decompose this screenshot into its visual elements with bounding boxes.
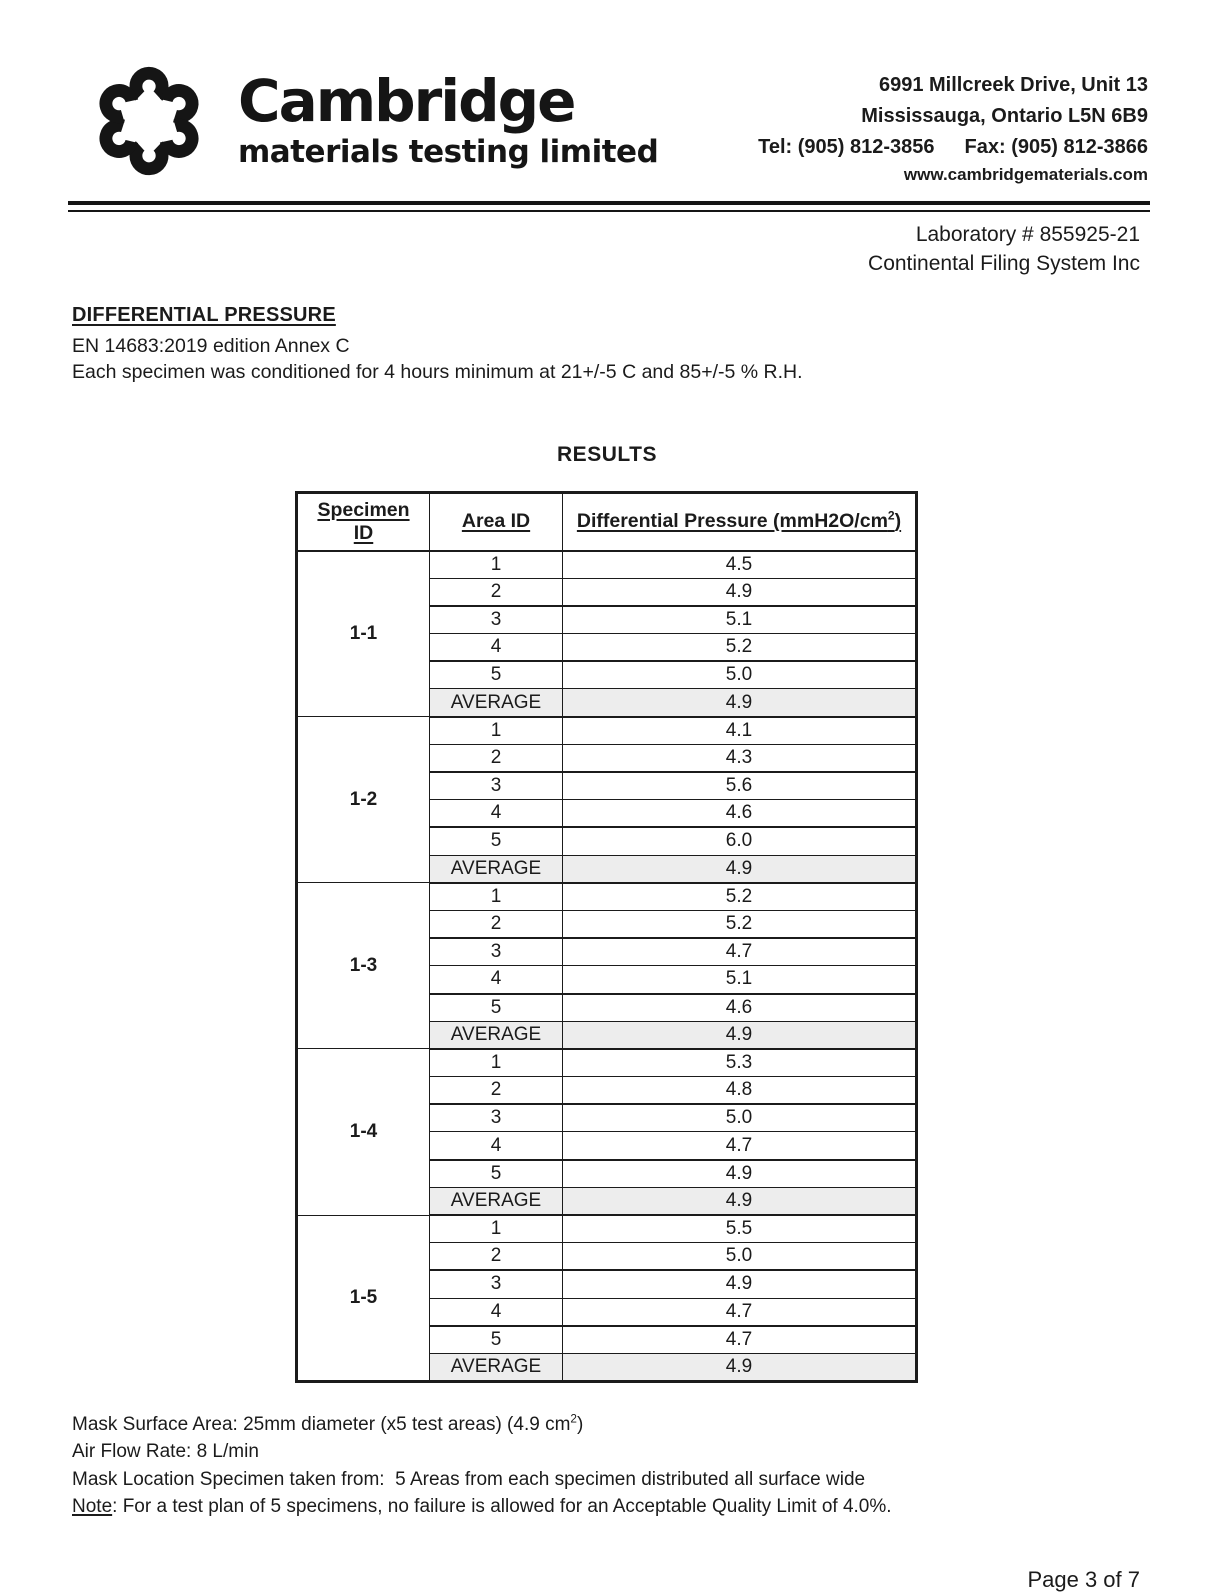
pressure-value-cell: 5.2 — [563, 883, 917, 911]
area-id-cell: 5 — [430, 1326, 563, 1354]
pressure-value-cell: 4.5 — [563, 551, 917, 579]
note-aql: Note: For a test plan of 5 specimens, no failure is allowed for an Acceptable Quality Limit of 4.0%. — [72, 1496, 892, 1518]
pressure-value-cell: 6.0 — [563, 827, 917, 855]
area-id-cell: 1 — [430, 717, 563, 745]
area-id-cell: 3 — [430, 1104, 563, 1132]
section-title: DIFFERENTIAL PRESSURE — [72, 304, 336, 326]
area-id-cell: 2 — [430, 1077, 563, 1105]
contact-website: www.cambridgematerials.com — [903, 165, 1148, 184]
area-id-cell: 2 — [430, 1243, 563, 1271]
masthead — [0, 0, 1214, 187]
pressure-value-cell: 4.7 — [563, 938, 917, 966]
client-name: Continental Filing System Inc — [868, 252, 1140, 275]
pressure-value-cell: 5.6 — [563, 772, 917, 800]
pressure-value-cell: 5.0 — [563, 661, 917, 689]
pressure-value-cell: 4.6 — [563, 994, 917, 1022]
area-id-cell: 4 — [430, 1132, 563, 1160]
brand — [86, 54, 658, 187]
brand-name: Cambridge — [238, 67, 575, 136]
contact-tel: Tel: (905) 812-3856 — [758, 136, 935, 158]
average-value-cell: 4.9 — [563, 689, 917, 717]
area-id-cell: 1 — [430, 551, 563, 579]
brand-tagline: materials testing limited — [238, 133, 659, 170]
average-value-cell: 4.9 — [563, 855, 917, 883]
specimen-id-cell: 1-3 — [297, 883, 430, 1049]
area-id-cell: 2 — [430, 910, 563, 938]
specimen-id-cell: 1-4 — [297, 1049, 430, 1215]
specimen-id-cell: 1-5 — [297, 1215, 430, 1381]
pressure-value-cell: 4.8 — [563, 1077, 917, 1105]
conditioning-statement: Each specimen was conditioned for 4 hours minimum at 21+/-5 C and 85+/-5 % R.H. — [72, 361, 803, 383]
average-label-cell: AVERAGE — [430, 1187, 563, 1215]
contact-address-line1: 6991 Millcreek Drive, Unit 13 — [878, 74, 1148, 96]
table-row — [297, 717, 917, 745]
pressure-value-cell: 4.9 — [563, 1270, 917, 1298]
lab-number: Laboratory # 855925-21 — [915, 223, 1140, 246]
specimen-id-cell: 1-2 — [297, 717, 430, 883]
pressure-value-cell: 5.3 — [563, 1049, 917, 1077]
note-mask-surface-area: Mask Surface Area: 25mm diameter (x5 test areas) (4.9 $cm^2$) — [72, 1412, 584, 1435]
test-notes — [0, 1411, 1214, 1521]
section-intro — [0, 304, 1214, 385]
contact-telfax — [758, 132, 1148, 163]
pressure-value-cell: 4.3 — [563, 744, 917, 772]
area-id-cell: 4 — [430, 966, 563, 994]
area-id-cell: 3 — [430, 938, 563, 966]
contact-block — [758, 54, 1148, 187]
average-value-cell: 4.9 — [563, 1353, 917, 1381]
results-tbody — [297, 551, 917, 1382]
average-label-cell: AVERAGE — [430, 689, 563, 717]
average-value-cell: 4.9 — [563, 1021, 917, 1049]
table-row — [297, 1215, 917, 1243]
area-id-cell: 4 — [430, 1298, 563, 1326]
area-id-cell: 1 — [430, 883, 563, 911]
pressure-value-cell: 5.1 — [563, 966, 917, 994]
pressure-value-cell: 5.0 — [563, 1104, 917, 1132]
area-id-cell: 5 — [430, 661, 563, 689]
table-header-row — [297, 493, 917, 551]
pressure-value-cell: 5.2 — [563, 910, 917, 938]
area-id-cell: 5 — [430, 827, 563, 855]
table-row — [297, 883, 917, 911]
area-id-cell: 1 — [430, 1215, 563, 1243]
brand-text — [238, 67, 659, 170]
pressure-value-cell: 4.9 — [563, 1160, 917, 1188]
contact-address-line2: Mississauga, Ontario L5N 6B9 — [861, 105, 1148, 127]
average-value-cell: 4.9 — [563, 1187, 917, 1215]
area-id-header: Area ID — [430, 493, 563, 551]
area-id-cell: 2 — [430, 744, 563, 772]
header-divider — [68, 201, 1150, 212]
area-id-cell: 4 — [430, 800, 563, 828]
table-row — [297, 551, 917, 579]
results-title: RESULTS — [557, 443, 657, 466]
pressure-value-cell: 5.0 — [563, 1243, 917, 1271]
area-id-cell: 3 — [430, 606, 563, 634]
pressure-value-cell: 4.7 — [563, 1298, 917, 1326]
page-number: Page 3 of 7 — [1027, 1566, 1140, 1592]
area-id-cell: 3 — [430, 772, 563, 800]
pressure-value-cell: 4.7 — [563, 1326, 917, 1354]
pressure-value-cell: 4.1 — [563, 717, 917, 745]
differential-pressure-header: Differential Pressure $(mmH2O/cm^2)$ — [563, 493, 917, 551]
cambridge-logo-icon — [86, 57, 212, 185]
average-label-cell: AVERAGE — [430, 1021, 563, 1049]
lab-identification — [0, 220, 1214, 278]
average-label-cell: AVERAGE — [430, 855, 563, 883]
area-id-cell: 1 — [430, 1049, 563, 1077]
pressure-value-cell: 4.6 — [563, 800, 917, 828]
note-air-flow-rate: Air Flow Rate: 8 L/min — [72, 1441, 259, 1463]
results-table — [295, 491, 918, 1383]
pressure-value-cell: 4.7 — [563, 1132, 917, 1160]
note-mask-location: Mask Location Specimen taken from: 5 Areas from each specimen distributed all surface wide — [72, 1468, 866, 1490]
table-row — [297, 1049, 917, 1077]
area-id-cell: 2 — [430, 578, 563, 606]
average-label-cell: AVERAGE — [430, 1353, 563, 1381]
pressure-value-cell: 5.2 — [563, 634, 917, 662]
area-id-cell: 3 — [430, 1270, 563, 1298]
pressure-value-cell: 5.1 — [563, 606, 917, 634]
test-method: EN 14683:2019 edition Annex C — [72, 335, 350, 357]
area-id-cell: 4 — [430, 634, 563, 662]
contact-fax: Fax: (905) 812-3866 — [964, 136, 1148, 158]
specimen-id-cell: 1-1 — [297, 551, 430, 717]
pressure-value-cell: 4.9 — [563, 578, 917, 606]
area-id-cell: 5 — [430, 1160, 563, 1188]
specimen-id-header: Specimen ID — [297, 493, 430, 551]
pressure-value-cell: 5.5 — [563, 1215, 917, 1243]
area-id-cell: 5 — [430, 994, 563, 1022]
